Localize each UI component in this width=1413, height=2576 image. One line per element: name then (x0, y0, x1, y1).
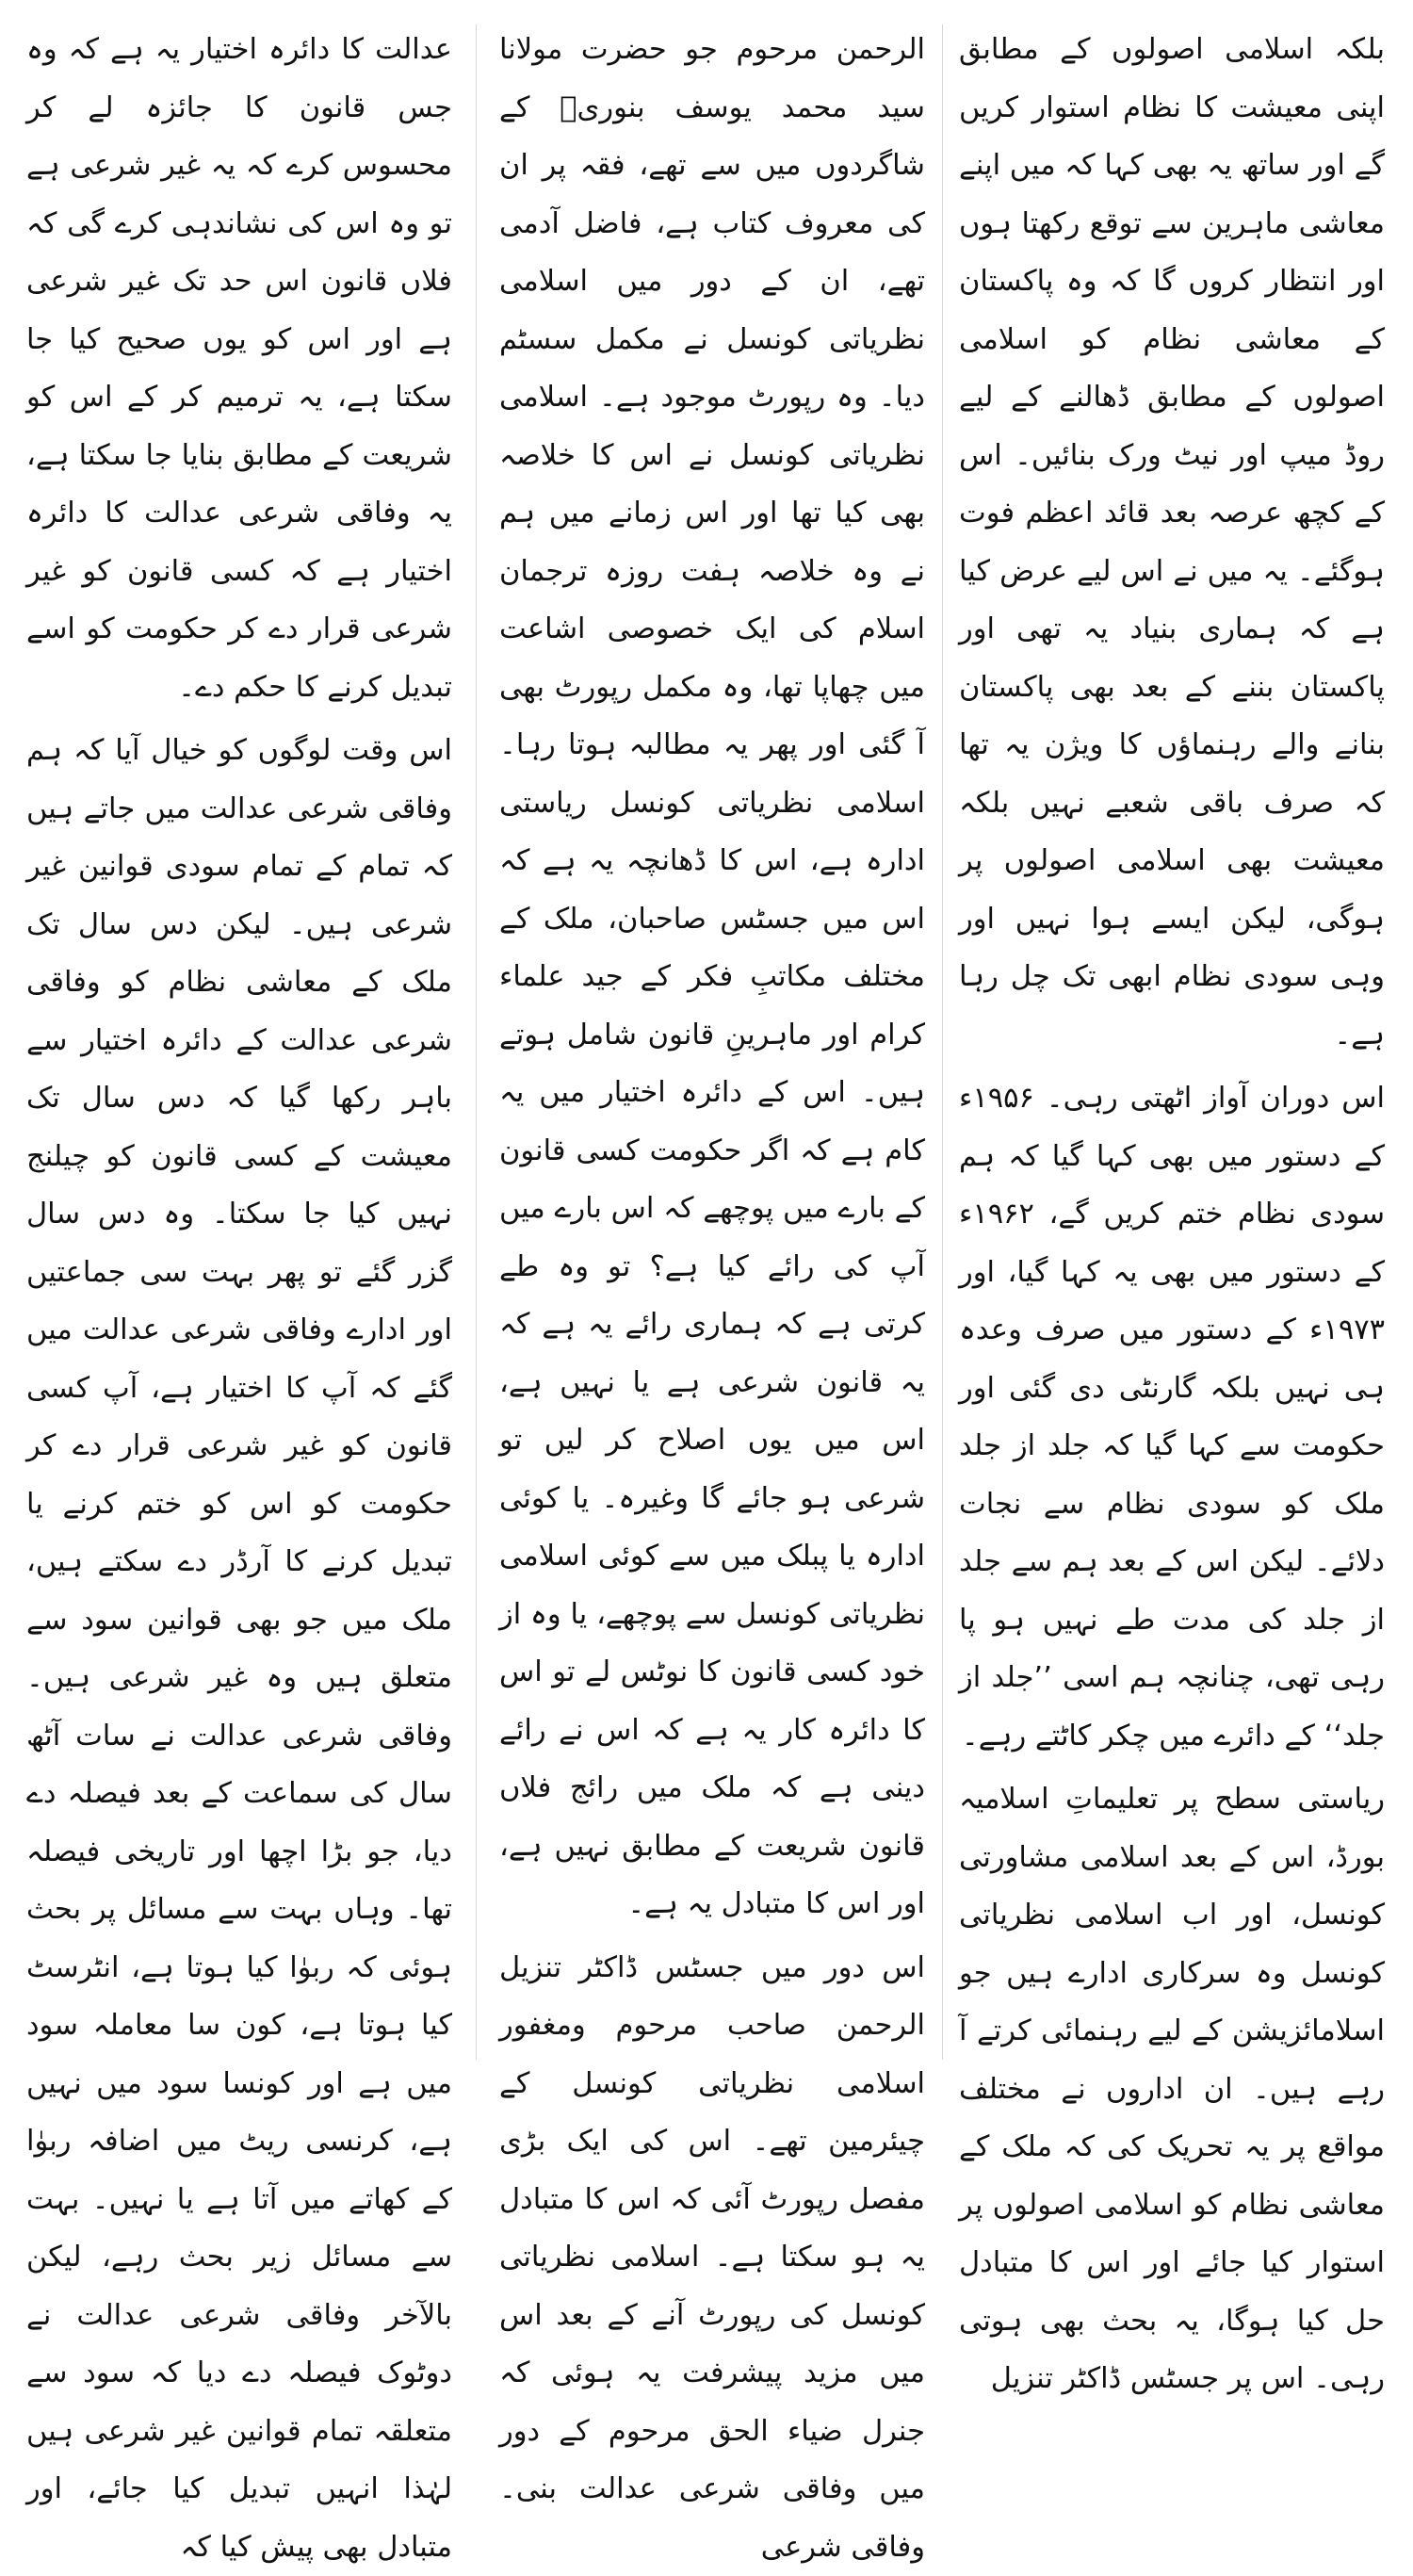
column-right (959, 21, 1385, 2061)
paragraph: اس وقت لوگوں کو خیال آیا کہ ہم وفاقی شرعی عدالت میں جاتے ہیں کہ تمام کے تمام سودی قوانین غیر شرعی ہیں۔ لیکن دس سال تک ملک کے معاشی نظام کو وفاقی شرعی عدالت کے دائرہ اختیار سے باہر رکھا گیا کہ دس سال تک معیشت کے کسی قانون کو چیلنج نہیں کیا جا سکتا۔ وہ دس سال گزر گئے تو پھر بہت سی جماعتیں اور ادارے وفاقی شرعی عدالت میں گئے کہ آپ کا اختیار ہے، آپ کسی قانون کو غیر شرعی قرار دے کر حکومت کو اس کو ختم کرنے یا تبدیل کرنے کا آرڈر دے سکتے ہیں، ملک میں جو بھی قوانین سود سے متعلق ہیں وہ غیر شرعی ہیں۔ وفاقی شرعی عدالت نے سات آٹھ سال کی سماعت کے بعد فیصلہ دے دیا، جو بڑا اچھا اور تاریخی فیصلہ تھا۔ وہاں بہت سے مسائل پر بحث ہوئی کہ ربوٰا کیا ہوتا ہے، انٹرسٹ کیا ہوتا ہے، کون سا معاملہ سود میں ہے اور کونسا سود میں نہیں ہے، کرنسی ریٹ میں اضافہ ربوٰا کے کھاتے میں آتا ہے یا نہیں۔ بہت سے مسائل زیر بحث رہے، لیکن بالآخر وفاقی شرعی عدالت نے دوٹوک فیصلہ دے دیا کہ سود سے متعلقہ تمام قوانین غیر شرعی ہیں لہٰذا انہیں تبدیل کیا جائے، اور متبادل بھی پیش کیا کہ (26, 722, 452, 2576)
paragraph: اس دور میں جسٹس ڈاکٹر تنزیل الرحمن صاحب مرحوم ومغفور اسلامی نظریاتی کونسل کے چیئرمین تھے۔ اس کی ایک بڑی مفصل رپورٹ آئی کہ اس کا متبادل یہ ہو سکتا ہے۔ اسلامی نظریاتی کونسل کی رپورٹ آنے کے بعد اس میں مزید پیشرفت یہ ہوئی کہ جنرل ضیاء الحق مرحوم کے دور میں وفاقی شرعی عدالت بنی۔ وفاقی شرعی (499, 1939, 925, 2576)
paragraph: اس دوران آواز اٹھتی رہی۔ ۱۹۵۶ء کے دستور میں بھی کہا گیا کہ ہم سودی نظام ختم کریں گے، ۱۹۶۲ء کے دستور میں بھی یہ کہا گیا، اور ۱۹۷۳ء کے دستور میں صرف وعدہ ہی نہیں بلکہ گارنٹی دی گئی اور حکومت سے کہا گیا کہ جلد از جلد ملک کو سودی نظام سے نجات دلائے۔ لیکن اس کے بعد ہم سے جلد از جلد کی مدت طے نہیں ہو پا رہی تھی، چنانچہ ہم اسی ’’جلد از جلد‘‘ کے دائرے میں چکر کاٹتے رہے۔ (959, 1069, 1385, 1765)
column-middle (499, 21, 925, 2061)
paragraph: بلکہ اسلامی اصولوں کے مطابق اپنی معیشت کا نظام استوار کریں گے اور ساتھ یہ بھی کہا کہ میں اپنے معاشی ماہرین سے توقع رکھتا ہوں اور انتظار کروں گا کہ وہ پاکستان کے معاشی نظام کو اسلامی اصولوں کے مطابق ڈھالنے کے لیے روڈ میپ اور نیٹ ورک بنائیں۔ اس کے کچھ عرصہ بعد قائد اعظم فوت ہوگئے۔ یہ میں نے اس لیے عرض کیا ہے کہ ہماری بنیاد یہ تھی اور پاکستان بننے کے بعد بھی پاکستان بنانے والے رہنماؤں کا ویژن یہ تھا کہ صرف باقی شعبے نہیں بلکہ معیشت بھی اسلامی اصولوں پر ہوگی، لیکن ایسے ہوا نہیں اور وہی سودی نظام ابھی تک چل رہا ہے۔ (959, 21, 1385, 1064)
paragraph: الرحمن مرحوم جو حضرت مولانا سید محمد یوسف بنوریؒ کے شاگردوں میں سے تھے، فقہ پر ان کی معروف کتاب ہے، فاضل آدمی تھے، ان کے دور میں اسلامی نظریاتی کونسل نے مکمل سسٹم دیا۔ وہ رپورٹ موجود ہے۔ اسلامی نظریاتی کونسل نے اس کا خلاصہ بھی کیا تھا اور اس زمانے میں ہم نے وہ خلاصہ ہفت روزہ ترجمان اسلام کی ایک خصوصی اشاعت میں چھاپا تھا، وہ مکمل رپورٹ بھی آ گئی اور پھر یہ مطالبہ ہوتا رہا۔ اسلامی نظریاتی کونسل ریاستی ادارہ ہے، اس کا ڈھانچہ یہ ہے کہ اس میں جسٹس صاحبان، ملک کے مختلف مکاتبِ فکر کے جید علماء کرام اور ماہرینِ قانون شامل ہوتے ہیں۔ اس کے دائرہ اختیار میں یہ کام ہے کہ اگر حکومت کسی قانون کے بارے میں پوچھے کہ اس بارے میں آپ کی رائے کیا ہے؟ تو وہ طے کرتی ہے کہ ہماری رائے یہ ہے کہ یہ قانون شرعی ہے یا نہیں ہے، اس میں یوں اصلاح کر لیں تو شرعی ہو جائے گا وغیرہ۔ یا کوئی ادارہ یا پبلک میں سے کوئی اسلامی نظریاتی کونسل سے پوچھے، یا وہ از خود کسی قانون کا نوٹس لے تو اس کا دائرہ کار یہ ہے کہ اس نے رائے دینی ہے کہ ملک میں رائج فلاں قانون شریعت کے مطابق نہیں ہے، اور اس کا متبادل یہ ہے۔ (499, 21, 925, 1933)
paragraph: عدالت کا دائرہ اختیار یہ ہے کہ وہ جس قانون کا جائزہ لے کر محسوس کرے کہ یہ غیر شرعی ہے تو وہ اس کی نشاندہی کرے گی کہ فلاں قانون اس حد تک غیر شرعی ہے اور اس کو یوں صحیح کیا جا سکتا ہے، یہ ترمیم کر کے اس کو شریعت کے مطابق بنایا جا سکتا ہے، یہ وفاقی شرعی عدالت کا دائرہ اختیار ہے کہ کسی قانون کو غیر شرعی قرار دے کر حکومت کو اسے تبدیل کرنے کا حکم دے۔ (26, 21, 452, 716)
paragraph: ریاستی سطح پر تعلیماتِ اسلامیہ بورڈ، اس کے بعد اسلامی مشاورتی کونسل، اور اب اسلامی نظریاتی کونسل وہ سرکاری ادارے ہیں جو اسلامائزیشن کے لیے رہنمائی کرتے آ رہے ہیں۔ ان اداروں نے مختلف مواقع پر یہ تحریک کی کہ ملک کے معاشی نظام کو اسلامی اصولوں پر استوار کیا جائے اور اس کا متبادل حل کیا ہوگا، یہ بحث بھی ہوتی رہی۔ اس پر جسٹس ڈاکٹر تنزیل (959, 1770, 1385, 2408)
column-divider (476, 24, 477, 2060)
column-left (26, 21, 452, 2061)
column-divider (942, 24, 943, 2060)
